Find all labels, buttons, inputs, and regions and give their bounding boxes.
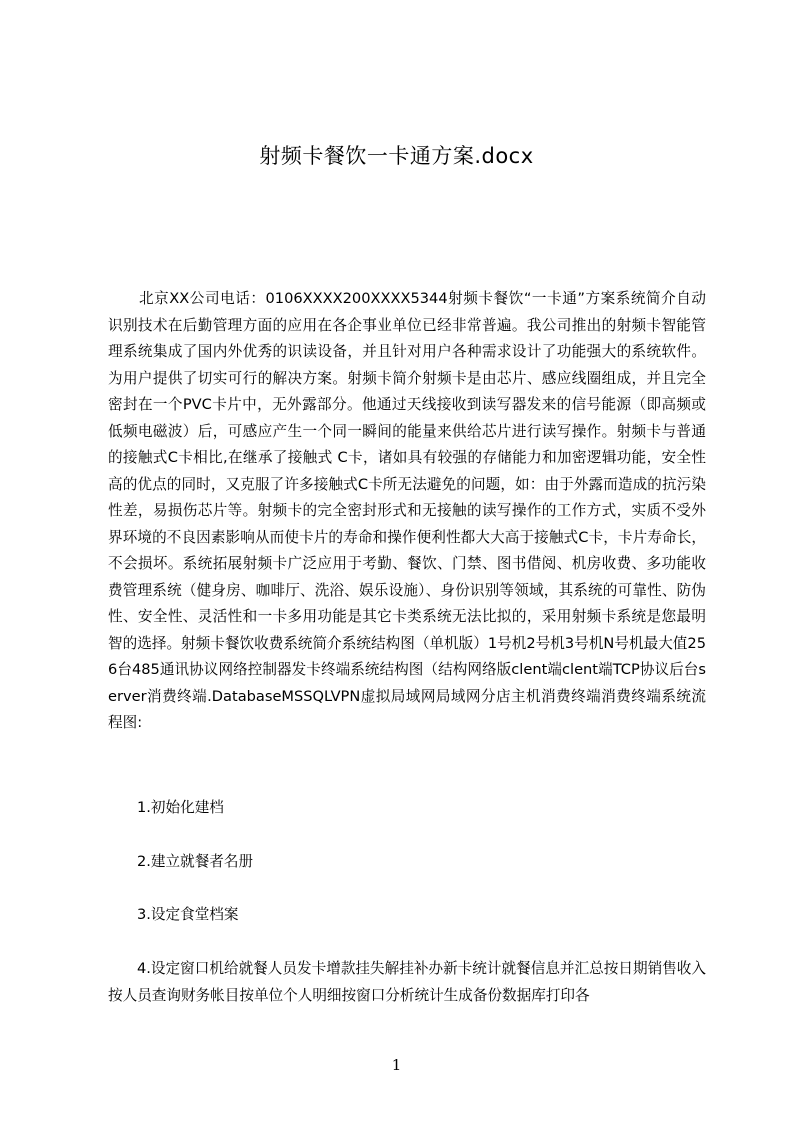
list-item-1: 1.初始化建档 [137, 799, 224, 816]
list-item-4: 4.设定窗口机给就餐人员发卡增款挂失解挂补办新卡统计就餐信息并汇总按日期销售收入按人员查询财务帐目按单位个人明细按窗口分析统计生成备份数据库打印各 [108, 960, 706, 1004]
list-item-2: 2.建立就餐者名册 [137, 853, 254, 870]
page-number: 1 [391, 1056, 402, 1074]
body-paragraph: 北京XX公司电话：0106XXXX200XXXX5344射频卡餐饮“一卡通”方案系统简介自动识别技术在后勤管理方面的应用在各企事业单位已经非常普遍。我公司推出的射频卡智能管理系统集成了国内外优秀的识读设备，并且针对用户各种需求设计了功能强大的系统软件。为用户提供了切实可行的解决方案。射频卡简介射频卡是由芯片、感应线圈组成，并且完全密封在一个PVC卡片中，无外露部分。他通过天线接收到读写器发来的信号能源（即高频或低频电磁波）后，可感应产生一个同一瞬间的能量来供给芯片进行读写操作。射频卡与普通的接触式C卡相比,在继承了接触式 C卡，诸如具有较强的存储能力和加密逻辑功能，安全性高的优点的同时，又克服了许多接触式C卡所无法避免的问题，如：由于外露而造成的抗污染性差，易损伤芯片等。射频卡的完全密封形式和无接触的读写操作的工作方式，实质不受外界环境的不良因素影响从而使卡片的寿命和操作便利性都大大高于接触式C卡，卡片寿命长，不会损坏。系统拓展射频卡广泛应用于考勤、餐饮、门禁、图书借阅、机房收费、多功能收费管理系统（健身房、咖啡厅、洗浴、娱乐设施）、身份识别等领域，其系统的可靠性、防伪性、安全性、灵活性和一卡多用功能是其它卡类系统无法比拟的，采用射频卡系统是您最明智的选择。射频卡餐饮收费系统简介系统结构图（单机版）1号机2号机3号机N号机最大值256台485通讯协议网络控制器发卡终端系统结构图（结构网络版clent端clent端TCP协议后台server消费终端.DatabaseMSSQLVPN虚拟局域网局域网分店主机消费终端消费终端系统流程图: [108, 290, 706, 731]
document-title: 射频卡餐饮一卡通方案.docx [259, 144, 534, 168]
list-item-3: 3.设定食堂档案 [137, 906, 239, 923]
